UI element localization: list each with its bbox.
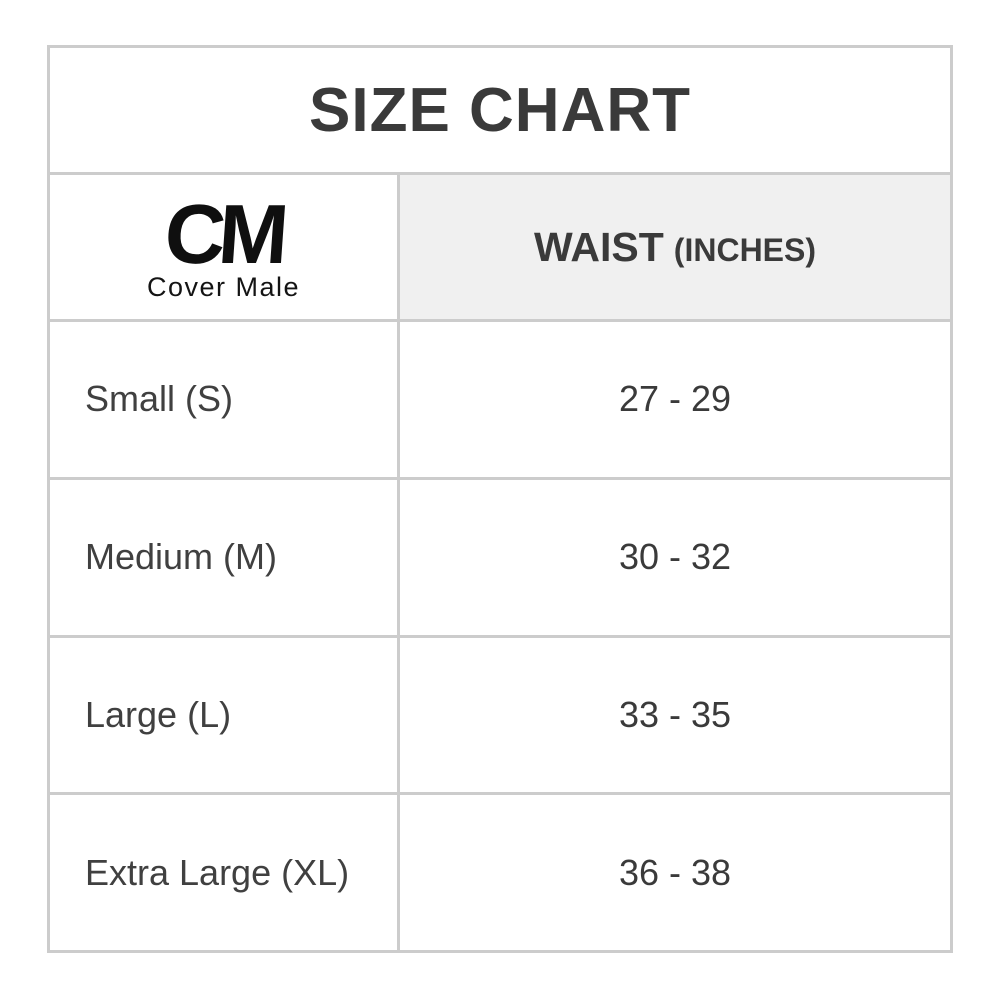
title-row bbox=[50, 48, 950, 175]
waist-header-label: WAIST bbox=[533, 223, 664, 270]
size-chart-table bbox=[47, 45, 953, 953]
waist-value: 33 - 35 bbox=[618, 693, 732, 735]
size-cell bbox=[50, 795, 400, 950]
table-row-small bbox=[50, 322, 950, 480]
waist-column-header bbox=[534, 224, 816, 271]
table-row-large bbox=[50, 638, 950, 796]
table-header-row bbox=[50, 175, 950, 322]
waist-header-cell bbox=[400, 175, 950, 319]
waist-header-unit: (INCHES) bbox=[673, 231, 817, 268]
size-cell bbox=[50, 480, 400, 635]
page-title: SIZE CHART bbox=[309, 75, 691, 145]
size-cell bbox=[50, 322, 400, 477]
waist-value: 30 - 32 bbox=[618, 536, 732, 578]
brand-initials: CM bbox=[161, 186, 286, 281]
size-cell bbox=[50, 638, 400, 793]
size-label: Medium (M) bbox=[85, 536, 278, 578]
size-label: Small (S) bbox=[85, 378, 234, 420]
waist-cell bbox=[400, 638, 950, 793]
waist-value: 36 - 38 bbox=[618, 851, 732, 893]
waist-cell bbox=[400, 795, 950, 950]
brand-logo-cell bbox=[50, 175, 400, 319]
table-row-medium bbox=[50, 480, 950, 638]
size-label: Extra Large (XL) bbox=[85, 851, 350, 893]
table-row-extra-large bbox=[50, 795, 950, 950]
waist-value: 27 - 29 bbox=[618, 378, 732, 420]
size-label: Large (L) bbox=[85, 693, 232, 735]
brand-name: Cover Male bbox=[146, 272, 301, 303]
waist-cell bbox=[400, 480, 950, 635]
waist-cell bbox=[400, 322, 950, 477]
cover-male-logo bbox=[146, 186, 301, 303]
